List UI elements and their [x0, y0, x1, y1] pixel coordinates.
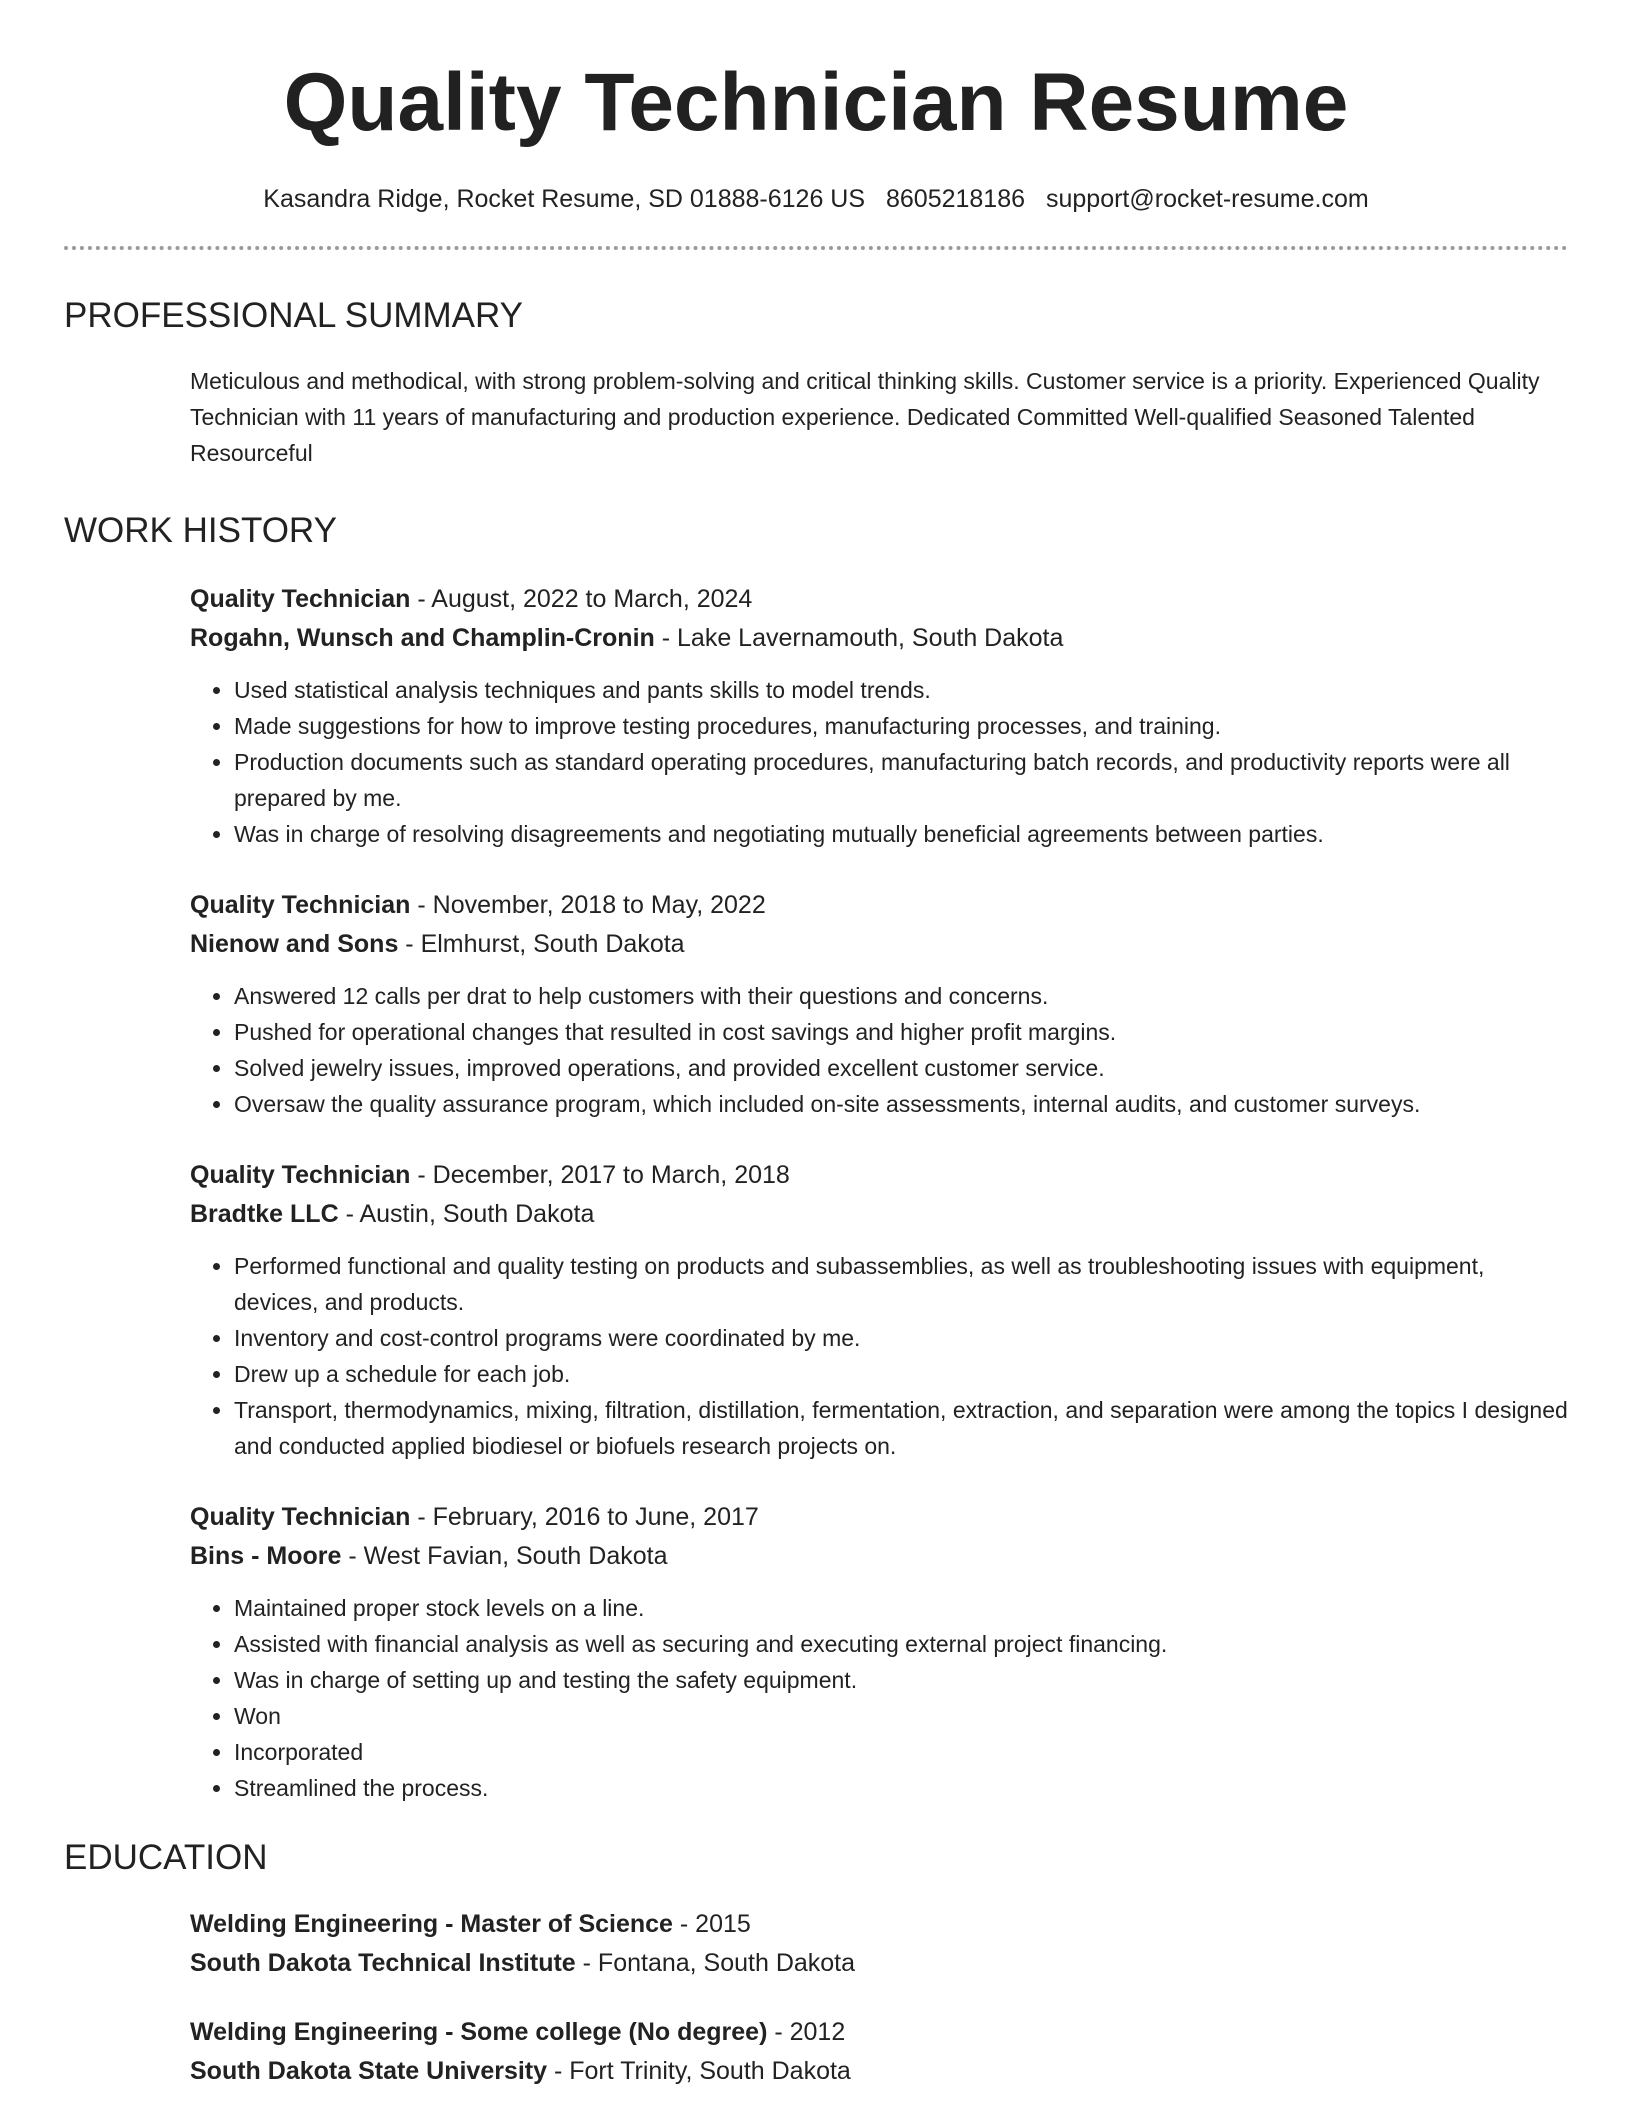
job-location: - Lake Lavernamouth, South Dakota: [654, 624, 1064, 652]
duty-item: • Answered 12 calls per drat to help customers with their questions and concerns.: [234, 978, 1568, 1014]
school: South Dakota State University: [190, 2057, 548, 2085]
job-dates: - November, 2018 to May, 2022: [410, 891, 766, 919]
duty-item: • Drew up a schedule for each job.: [234, 1356, 1568, 1392]
job-entry: [190, 886, 1568, 1122]
degree-line: [190, 1905, 1568, 1944]
job-company-line: [190, 619, 1568, 658]
job-company: Bins - Moore: [190, 1542, 342, 1570]
duty-item: • Inventory and cost-control programs were coordinated by me.: [234, 1320, 1568, 1356]
job-duties: [190, 978, 1568, 1122]
degree-line: [190, 2013, 1568, 2052]
degree-year: - 2012: [767, 2018, 846, 2046]
job-title-line: [190, 1156, 1568, 1195]
school: South Dakota Technical Institute: [190, 1949, 576, 1977]
job-title: Quality Technician: [190, 1161, 411, 1189]
summary-heading: PROFESSIONAL SUMMARY: [64, 296, 523, 335]
contact-phone: 8605218186: [885, 185, 1026, 213]
duty-item: • Was in charge of setting up and testing the safety equipment.: [234, 1662, 1568, 1698]
job-title: Quality Technician: [190, 585, 411, 613]
job-dates: - December, 2017 to March, 2018: [410, 1161, 790, 1189]
job-entry: [190, 580, 1568, 852]
duty-item: • Maintained proper stock levels on a line.: [234, 1590, 1568, 1626]
resume-title: Quality Technician Resume: [283, 57, 1349, 148]
education-heading: EDUCATION: [64, 1838, 268, 1877]
duty-item: • Incorporated: [234, 1734, 1568, 1770]
school-line: [190, 1944, 1568, 1983]
job-company: Bradtke LLC: [190, 1200, 339, 1228]
job-entry: [190, 1498, 1568, 1806]
job-duties: [190, 1590, 1568, 1806]
education-entry: [190, 2013, 1568, 2091]
school-line: [190, 2052, 1568, 2091]
work-history-section: [190, 580, 1568, 1806]
contact-line: [64, 184, 1568, 214]
degree-year: - 2015: [672, 1910, 751, 1938]
job-dates: - February, 2016 to June, 2017: [410, 1503, 759, 1531]
job-company-line: [190, 1195, 1568, 1234]
job-duties: [190, 672, 1568, 852]
job-duties: [190, 1248, 1568, 1464]
work-history-heading: WORK HISTORY: [64, 511, 337, 550]
duty-item: • Assisted with financial analysis as well as securing and executing external project financing.: [234, 1626, 1568, 1662]
job-company: Nienow and Sons: [190, 930, 399, 958]
school-location: - Fort Trinity, South Dakota: [547, 2057, 851, 2085]
job-company-line: [190, 925, 1568, 964]
contact-email: support@rocket-resume.com: [1045, 185, 1369, 213]
school-location: - Fontana, South Dakota: [575, 1949, 856, 1977]
job-title: Quality Technician: [190, 891, 411, 919]
job-location: - West Favian, South Dakota: [341, 1542, 668, 1570]
summary-section: [190, 363, 1568, 471]
duty-item: • Made suggestions for how to improve testing procedures, manufacturing processes, and training.: [234, 708, 1568, 744]
duty-item: • Won: [234, 1698, 1568, 1734]
job-location: - Austin, South Dakota: [338, 1200, 595, 1228]
duty-item: • Used statistical analysis techniques and pants skills to model trends.: [234, 672, 1568, 708]
job-title-line: [190, 580, 1568, 619]
job-entry: [190, 1156, 1568, 1464]
job-title-line: [190, 886, 1568, 925]
education-entry: [190, 1905, 1568, 1983]
duty-item: • Was in charge of resolving disagreements and negotiating mutually beneficial agreements between parties.: [234, 816, 1568, 852]
job-company-line: [190, 1537, 1568, 1576]
degree: Welding Engineering - Master of Science: [190, 1910, 673, 1938]
duty-item: • Oversaw the quality assurance program, which included on-site assessments, internal audits, and customer surveys.: [234, 1086, 1568, 1122]
education-section: [190, 1905, 1568, 2091]
duty-item: • Pushed for operational changes that resulted in cost savings and higher profit margins.: [234, 1014, 1568, 1050]
summary-text: Meticulous and methodical, with strong problem-solving and critical thinking skills. Customer service is a priority. Experienced Quality Technician with 11 years of manufacturing and production experience. Dedicated Committed Well-qualified Seasoned Talented Resourceful: [190, 368, 1540, 466]
contact-address: Kasandra Ridge, Rocket Resume, SD 01888-6126 US: [263, 185, 866, 213]
duty-item: • Performed functional and quality testing on products and subassemblies, as well as troubleshooting issues with equipment, devices, and products.: [234, 1248, 1568, 1320]
duty-item: • Production documents such as standard operating procedures, manufacturing batch records, and productivity reports were all prepared by me.: [234, 744, 1568, 816]
job-location: - Elmhurst, South Dakota: [398, 930, 685, 958]
degree: Welding Engineering - Some college (No degree): [190, 2018, 768, 2046]
job-dates: - August, 2022 to March, 2024: [410, 585, 753, 613]
job-title-line: [190, 1498, 1568, 1537]
job-title: Quality Technician: [190, 1503, 411, 1531]
duty-item: • Solved jewelry issues, improved operations, and provided excellent customer service.: [234, 1050, 1568, 1086]
duty-item: • Streamlined the process.: [234, 1770, 1568, 1806]
header-divider: [64, 246, 1568, 250]
duty-item: • Transport, thermodynamics, mixing, filtration, distillation, fermentation, extraction, and separation were among the topics I designed and conducted applied biodiesel or biofuels research projects on.: [234, 1392, 1568, 1464]
job-company: Rogahn, Wunsch and Champlin-Cronin: [190, 624, 655, 652]
